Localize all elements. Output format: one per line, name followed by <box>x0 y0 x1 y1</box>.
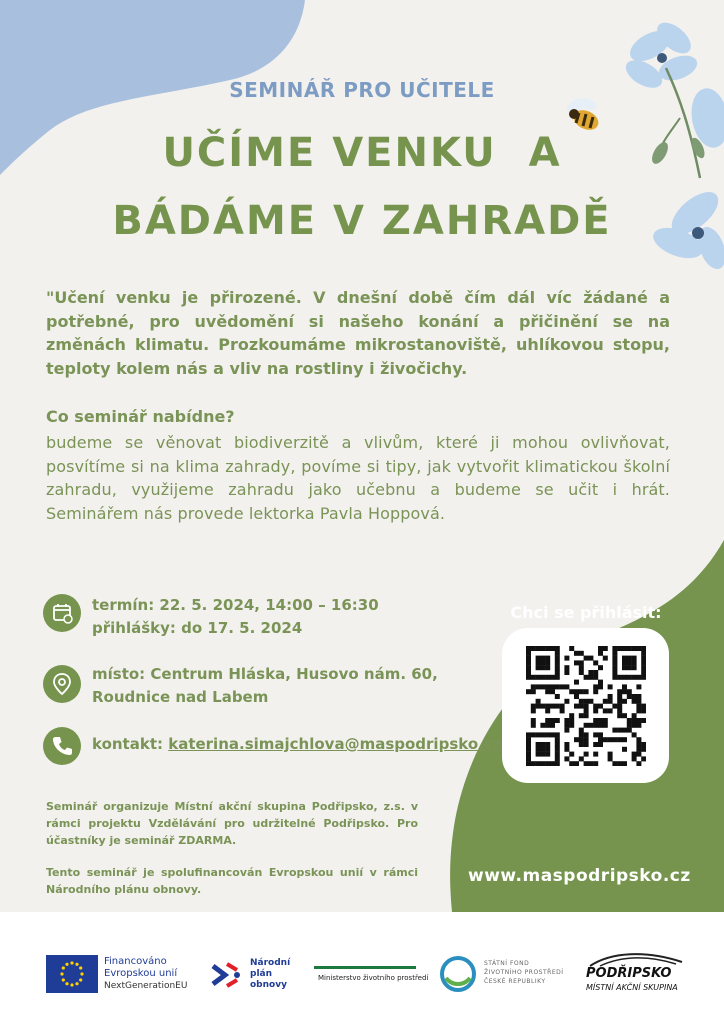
offer-heading: Co seminář nabídne? <box>46 407 235 426</box>
contact-label: kontakt: <box>92 735 169 753</box>
npo-line-1: Národní <box>250 958 291 968</box>
calendar-icon <box>43 594 81 632</box>
npo-logo-icon <box>207 956 247 994</box>
npo-line-3: obnovy <box>250 980 287 990</box>
quote-paragraph: "Učení venku je přirozené. V dnešní době čím dál víc žádané a potřebné, pro uvědomění si našeho konání a přičinění se na změnách klimatu. Prozkoumáme mikrostanoviště, uhlíkovou stopu, teploty kolem nás a vliv na rostliny i živočichy. <box>46 288 670 378</box>
place-line-1: místo: Centrum Hláska, Husovo nám. 60, <box>92 665 438 683</box>
contact-email-link[interactable]: katerina.simajchlova@maspodripsko.cz <box>168 735 502 753</box>
eu-flag-icon <box>46 955 98 993</box>
title-line-2: BÁDÁME V ZAHRADĚ <box>112 198 612 244</box>
registration-text: přihlášky: do 17. 5. 2024 <box>92 619 303 637</box>
offer-paragraph: budeme se věnovat biodiverzitě a vlivům, které ji mohou ovlivňovat, posvítíme si na klima zahrady, povíme si tipy, jak vytvořit klimatickou školní zahradu, využijeme zahradu jako učebnu a budeme se učit i hrát. Seminářem nás provede lektorka Pavla Hoppová. <box>46 433 670 523</box>
apply-heading: Chci se přihlásit: <box>510 603 662 622</box>
sfzp-line-3: ČESKÉ REPUBLIKY <box>484 978 546 985</box>
organizer-text: Seminář organizuje Místní akční skupina Podřipsko, z.s. v rámci projektu Vzdělávání pro udržitelné Podřipsko. Pro účastníky je seminář ZDARMA. <box>46 800 418 847</box>
sfzp-logo-icon <box>440 956 476 992</box>
sfzp-line-2: ŽIVOTNÍHO PROSTŘEDÍ <box>484 969 564 976</box>
funding-text: Tento seminář je spolufinancován Evropskou unií v rámci Národního plánu obnovy. <box>46 866 418 896</box>
npo-line-2: plán <box>250 969 273 979</box>
date-info <box>92 594 379 640</box>
eu-line-2: Evropskou unií <box>104 968 178 979</box>
eu-line-1: Financováno <box>104 956 167 967</box>
place-info <box>92 663 438 709</box>
mzp-logo-bar <box>314 966 416 969</box>
mas-logo-title: PODŘIPSKO <box>586 966 672 981</box>
location-pin-icon <box>43 665 81 703</box>
sfzp-logo-text <box>484 959 564 986</box>
footer-logos <box>0 912 724 1024</box>
subtitle: SEMINÁŘ PRO UČITELE <box>229 78 495 102</box>
eu-logo-text <box>104 956 187 992</box>
qr-code-box[interactable] <box>502 628 669 783</box>
mas-logo-icon <box>586 948 686 968</box>
mzp-logo-text: Ministerstvo životního prostředí <box>318 974 429 982</box>
contact-info <box>92 733 501 756</box>
qr-code[interactable] <box>526 646 646 766</box>
mas-logo-subtitle: MÍSTNÍ AKČNÍ SKUPINA <box>586 983 678 992</box>
place-line-2: Roudnice nad Labem <box>92 688 269 706</box>
sfzp-line-1: STÁTNÍ FOND <box>484 960 530 967</box>
website-link[interactable]: www.maspodripsko.cz <box>468 866 691 886</box>
title-line-1: UČÍME VENKU A <box>162 130 562 176</box>
phone-icon <box>43 727 81 765</box>
npo-logo-text <box>250 958 290 991</box>
eu-line-3: NextGenerationEU <box>104 981 188 991</box>
term-text: termín: 22. 5. 2024, 14:00 – 16:30 <box>92 596 379 614</box>
